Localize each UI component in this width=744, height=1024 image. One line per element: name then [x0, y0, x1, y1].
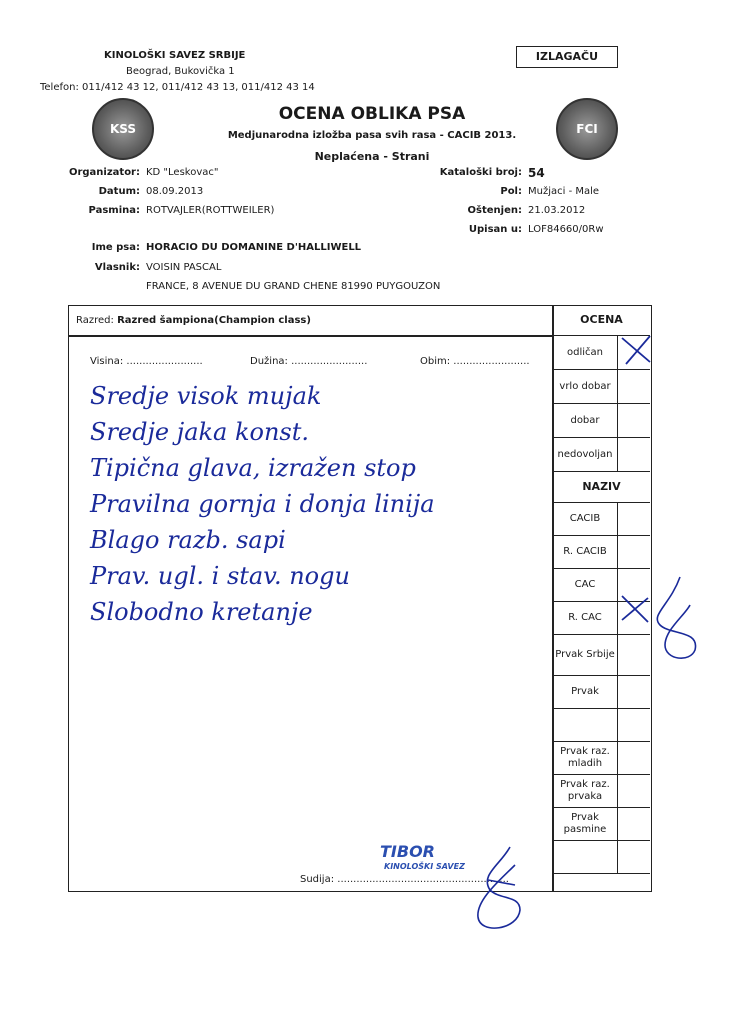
note-line: Blago razb. sapi: [90, 526, 286, 554]
org-phone: Telefon: 011/412 43 12, 011/412 43 13, 011/412 43 14: [40, 82, 315, 93]
grade-label: vrlo dobar: [553, 370, 618, 403]
length-field: Dužina: ........................: [250, 356, 368, 367]
judge-signature-icon: [460, 845, 540, 940]
title-label: Prvak raz. prvaka: [553, 775, 618, 807]
kss-logo: KSS: [92, 98, 154, 160]
org-address: Beograd, Bukovička 1: [126, 66, 235, 77]
catalog-label: Kataloški broj:: [439, 167, 522, 178]
title-checkbox[interactable]: [618, 841, 650, 873]
note-line: Tipična glava, izražen stop: [90, 454, 416, 482]
title-row: [553, 635, 650, 676]
title-label: CACIB: [553, 503, 618, 535]
class-row: [76, 315, 311, 326]
exhibitor-badge: IZLAGAČU: [516, 46, 618, 68]
class-value: Razred šampiona(Champion class): [117, 315, 311, 326]
note-line: Sredje visok mujak: [90, 382, 322, 410]
whelped-value: 21.03.2012: [528, 205, 586, 216]
title-row: [553, 676, 650, 709]
title-label: R. CACIB: [553, 536, 618, 568]
date-label: Datum:: [98, 186, 140, 197]
dog-name-value: HORACIO DU DOMANINE D'HALLIWELL: [146, 242, 362, 253]
owner-value: VOISIN PASCAL: [146, 262, 222, 273]
organizer-label: Organizator:: [68, 167, 140, 178]
breed-value: ROTVAJLER(ROTTWEILER): [146, 205, 275, 216]
registry-label: Upisan u:: [468, 224, 522, 235]
note-line: Sredje jaka konst.: [90, 418, 310, 446]
org-name: KINOLOŠKI SAVEZ SRBIJE: [104, 50, 246, 61]
fci-logo: FCI: [556, 98, 618, 160]
title-checkbox[interactable]: [618, 709, 650, 741]
signature-icon: [640, 575, 710, 665]
registry-value: LOF84660/0Rw: [528, 224, 604, 235]
grade-label: dobar: [553, 404, 618, 437]
breed-label: Pasmina:: [88, 205, 140, 216]
title-label: R. CAC: [553, 602, 618, 634]
handwritten-notes: [90, 382, 435, 626]
girth-field: Obim: ........................: [420, 356, 530, 367]
title-label: Prvak raz. mladih: [553, 742, 618, 774]
odlican-check-icon: [622, 336, 650, 364]
owner-label: Vlasnik:: [94, 262, 140, 273]
whelped-label: Oštenjen:: [467, 205, 522, 216]
title-row: [553, 841, 650, 874]
page-title: OCENA OBLIKA PSA: [278, 104, 466, 124]
judge-field: Sudija: ......................................................: [300, 874, 509, 885]
grade-label: odličan: [553, 336, 618, 369]
grade-label: nedovoljan: [553, 438, 618, 471]
height-field: Visina: ........................: [90, 356, 203, 367]
title-checkbox[interactable]: [618, 742, 650, 774]
title-label: Prvak pasmine: [553, 808, 618, 840]
class-row-divider: [68, 335, 552, 337]
grade-header: OCENA: [553, 305, 650, 336]
title-label: [553, 709, 618, 741]
organizer-value: KD "Leskovac": [146, 167, 219, 178]
sex-value: Mužjaci - Male: [528, 186, 600, 197]
dog-name-label: Ime psa:: [91, 242, 140, 253]
title-checkbox[interactable]: [618, 775, 650, 807]
judge-stamp-name: TIBOR: [380, 842, 435, 861]
payment-status: Neplaćena - Strani: [314, 150, 430, 163]
title-checkbox[interactable]: [618, 808, 650, 840]
title-row: [553, 709, 650, 742]
title-label: [553, 841, 618, 873]
note-line: Prav. ugl. i stav. nogu: [90, 562, 350, 590]
page-subtitle: Medjunarodna izložba pasa svih rasa - CACIB 2013.: [227, 130, 517, 141]
date-value: 08.09.2013: [146, 186, 204, 197]
title-row: [553, 775, 650, 808]
title-header: NAZIV: [553, 472, 650, 503]
title-checkbox[interactable]: [618, 676, 650, 708]
note-line: Pravilna gornja i donja linija: [90, 490, 435, 518]
judge-stamp-org: KINOLOŠKI SAVEZ: [384, 862, 465, 871]
catalog-value: 54: [528, 166, 545, 180]
title-label: CAC: [553, 569, 618, 601]
title-row: [553, 808, 650, 841]
note-line: Slobodno kretanje: [90, 598, 313, 626]
title-label: Prvak: [553, 676, 618, 708]
sex-label: Pol:: [500, 186, 522, 197]
class-label: Razred:: [76, 315, 114, 326]
title-label: Prvak Srbije: [553, 635, 618, 675]
owner-address: FRANCE, 8 AVENUE DU GRAND CHENE 81990 PUYGOUZON: [146, 281, 441, 292]
title-row: [553, 742, 650, 775]
